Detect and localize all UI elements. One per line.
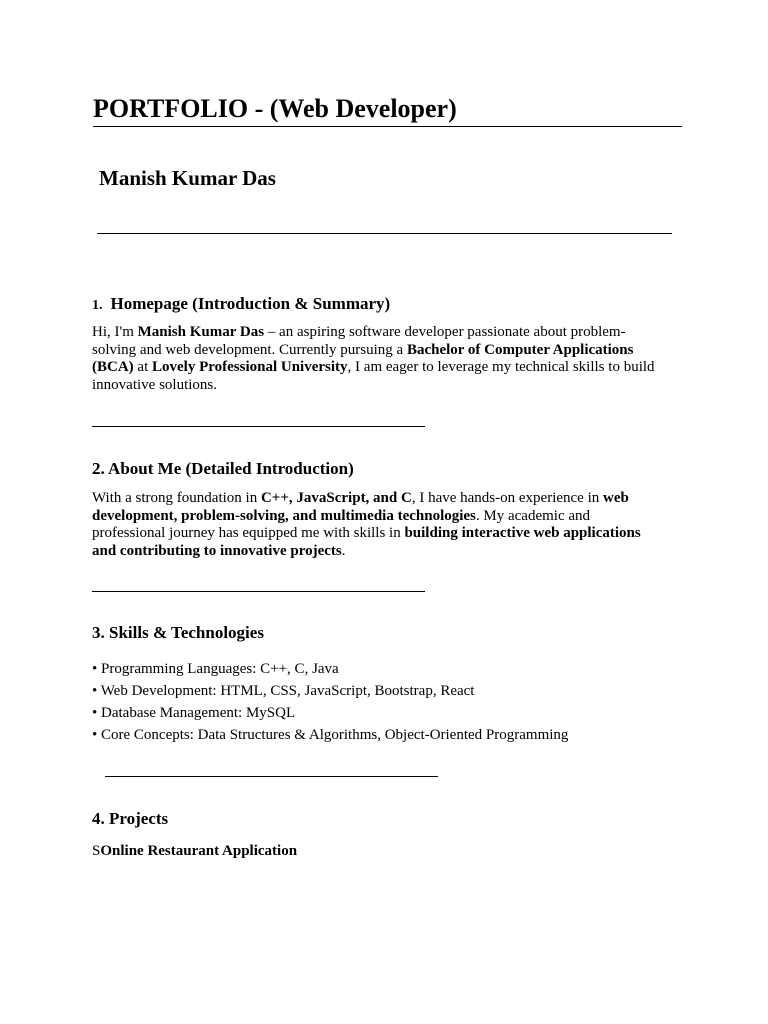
homepage-text-2: – an aspiring software developer passionate about problem-solving and web development. Currently pursuing a xyxy=(92,324,626,358)
homepage-text-3: at xyxy=(133,359,152,376)
section-homepage-heading xyxy=(92,293,390,317)
section-separator xyxy=(92,426,425,427)
about-text-1: With a strong foundation in xyxy=(92,490,261,506)
homepage-bold-name: Manish Kumar Das xyxy=(137,324,265,340)
section-homepage-number: 1. xyxy=(92,298,103,313)
about-text-3: . My academic and professional journey has equipped me with skills in xyxy=(92,507,591,542)
homepage-paragraph xyxy=(92,324,662,394)
list-item: • Programming Languages: C++, C, Java xyxy=(92,661,339,677)
project-first-title xyxy=(92,841,297,861)
section-about-heading: 2. About Me (Detailed Introduction) xyxy=(92,459,354,478)
title-underline xyxy=(93,126,682,127)
list-item: • Web Development: HTML, CSS, JavaScript, Bootstrap, React xyxy=(92,683,475,699)
project-title-prefix: S xyxy=(92,843,101,859)
list-item: • Core Concepts: Data Structures & Algorithms, Object-Oriented Programming xyxy=(92,727,569,743)
homepage-bold-degree: Bachelor of Computer Applications (BCA) xyxy=(92,341,634,376)
section-homepage-title: Homepage (Introduction & Summary) xyxy=(110,294,391,313)
author-underline xyxy=(97,233,672,234)
author-name: Manish Kumar Das xyxy=(99,166,276,190)
homepage-bold-university: Lovely Professional University xyxy=(152,359,348,376)
section-separator xyxy=(105,776,438,777)
about-text-4: . xyxy=(341,542,346,559)
project-title-name: Online Restaurant Application xyxy=(100,843,298,859)
about-bold-experience: web development, problem-solving, and multimedia technologies xyxy=(92,490,629,524)
section-separator xyxy=(92,591,425,592)
homepage-text-1: Hi, I'm xyxy=(92,324,138,340)
homepage-text-4: , I am eager to leverage my technical skills to build innovative solutions. xyxy=(92,359,655,393)
document-title: PORTFOLIO - (Web Developer) xyxy=(93,94,457,123)
about-bold-skills: building interactive web applications and contributing to innovative projects xyxy=(92,525,641,559)
section-skills-heading: 3. Skills & Technologies xyxy=(92,623,264,642)
skills-list xyxy=(92,658,568,746)
list-item: • Database Management: MySQL xyxy=(92,705,296,721)
about-bold-languages: C++, JavaScript, and C xyxy=(260,490,412,506)
about-text-2: , I have hands-on experience in xyxy=(411,490,603,506)
section-projects-heading: 4. Projects xyxy=(92,809,169,828)
about-paragraph xyxy=(92,490,662,560)
